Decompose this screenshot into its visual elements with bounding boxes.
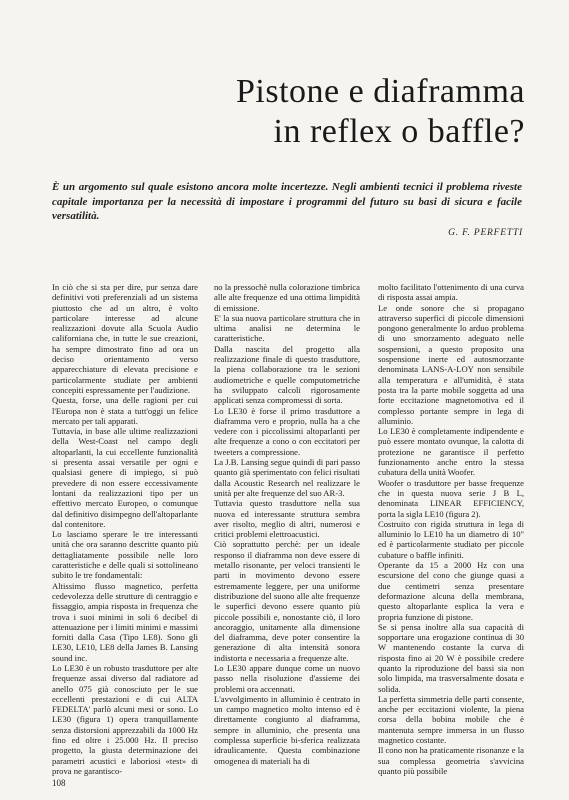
body-paragraph: E' la sua nuova particolare struttura che in ultima analisi ne determina le caratteristiche. (214, 312, 360, 344)
body-column-2 (214, 282, 360, 782)
body-paragraph: Dalla nascita del progetto alla realizzazione finale di questo trasduttore, la piena collaborazione tra le sezioni audiometriche e quelle computometriche ha sviluppato calcoli rigorosamente applicati senza compromessi di sorta. (214, 343, 360, 406)
article-title-line-1: Pistone e diaframma (236, 73, 525, 110)
body-paragraph: L'avvolgimento in alluminio è centrato in un campo magnetico molto intenso ed è direttamente congiunto al diaframma, sempre in alluminio, che presenta una complessa superficie bi-sferica realizzata idraulicamente. Questa combinazione omogenea di materiali ha di (214, 693, 360, 766)
body-paragraph: Operante da 15 a 2000 Hz con una escursione del cono che giunge quasi a due centimetri senza presentare deformazione alcuna della membrana, questo altoparlante esplica la vera e propria funzione di pistone. (378, 560, 524, 622)
body-column-1 (52, 282, 198, 782)
body-paragraph: Altissimo flusso magnetico, perfetta cedevolezza delle strutture di centraggio e fissaggio, ampia risposta in frequenza che trova i suoi minimi in soli 6 decibel di attenuazione per i limiti minimi e massimi forniti dalla Casa (Tipo LE8). Sono gli LE30, LE10, LE8 della James B. Lansing sound inc. (52, 580, 198, 663)
article-lede: È un argomento sul quale esistono ancora molte incertezze. Negli ambienti tecnici il problema riveste capitale importanza per la necessità di impostare i programmi del futuro su basi di sicura e facile versatilità. (52, 181, 522, 222)
article-body (52, 282, 524, 782)
body-paragraph: Le onde sonore che si propagano attraverso superfici di piccole dimensioni pongono generalmente lo arduo problema di uno smorzamento adeguato nelle sospensioni, a questo proposito una sospensione inerte ed autosmorzante denominata LANS-A-LOY non sensibile alla temperatura e all'umidità, è stata posta tra la parte mobile soggetta ad una forte eccitazione magnetomotiva ed il complesso portante sempre in lega di alluminio. (378, 302, 524, 426)
body-paragraph: La perfetta simmetria delle parti consente, anche per eccitazioni violente, la piena corsa della bobina mobile che è mantenuta sempre immersa in un flusso magnetico costante. (378, 693, 524, 746)
body-paragraph: Il cono non ha praticamente risonanze e la sua complessa geometria s'avvicina quanto più possibile (378, 745, 524, 776)
article-title-line-2: in reflex o baffle? (273, 113, 525, 150)
body-paragraph: Questa, forse, una delle ragioni per cui l'Europa non è stata a tutt'oggi un felice mercato per tali apparati. (52, 395, 198, 426)
body-paragraph: Se si pensa inoltre alla sua capacità di sopportare una erogazione continua di 30 W mantenendo costante la curva di risposta fino ai 20 W è possibile credere quanto la riproduzione del bassi sia non solo limpida, ma trasversalmente dosata e solida. (378, 621, 524, 694)
body-paragraph: Lo LE30 appare dunque come un nuovo passo nella risoluzione d'assieme dei problemi ora accennati. (214, 662, 360, 694)
body-paragraph: Lo LE30 è un robusto trasduttore per alte frequenze assai diverso dal radiatore ad anello 075 già conosciuto per le sue eccellenti prestazioni e di cui ALTA FEDELTA' parlò alcuni mesi or sono. Lo LE30 (figura 1) opera tranquillamente senza distorsioni apprezzabili da 1000 Hz fino ed oltre i 25.000 Hz. Il preciso progetto, la giusta determinazione dei parametri acustici e laboriosi «test» di prova ne garantisco- (52, 662, 198, 776)
body-paragraph: Tuttavia, in base alle ultime realizzazioni della West-Coast nel campo degli altoparlanti, la cui eccellente funzionalità si presenta assai versatile per ogni e qualsiasi genere di impiego, si può prevedere di non essere eccessivamente lontani da realizzazioni tipo per un effettivo mercato Europeo, o comunque dal definitivo disimpegno dell'altoparlante dal contenitore. (52, 426, 198, 529)
body-paragraph: molto facilitato l'ottenimento di una curva di risposta assai ampia. (378, 282, 524, 303)
body-column-3 (378, 282, 524, 782)
body-paragraph: Tuttavia questo trasduttore nella sua nuova ed interessante struttura sembra aver risolto, meglio di altri, numerosi e critici problemi elettroacustici. (214, 498, 360, 540)
body-paragraph: no la pressochè nulla colorazione timbrica alle alte frequenze ed una ottima limpidità di emissione. (214, 282, 360, 313)
body-paragraph: In ciò che si sta per dire, pur senza dare definitivi voti preferenziali ad un sistema piuttosto che ad un altro, è volto particolare interesse ad alcune realizzazioni dovute alla Scuola Audio californiana che, in tutte le sue creazioni, ha sempre dimostrato fino ad ora un deciso orientamento verso apparecchiature di elevata precisione e particolarmente studiate per ambienti concepiti espressamente per l'audizione. (52, 282, 198, 395)
article-author: G. F. PERFETTI (448, 228, 523, 238)
body-paragraph: Woofer o trasduttore per basse frequenze che in questa nuova serie J B L, denominata LINEAR EFFICIENCY, porta la sigla LE10 (figura 2). (378, 477, 524, 519)
body-paragraph: Costruito con rigida struttura in lega di alluminio lo LE10 ha un diametro di 10" ed è particolarmente studiato per piccole cubature o baffle infiniti. (378, 518, 524, 560)
body-paragraph: La J.B. Lansing segue quindi di pari passo quanto già sperimentato con felici risultati dalla Acoustic Research nel realizzare le unità per alte frequenze del suo AR-3. (214, 457, 360, 498)
page-number: 108 (52, 778, 66, 788)
body-paragraph: Lo LE30 è forse il primo trasduttore a diaframma vero e proprio, nulla ha a che vedere con i piccolissimi altoparlanti per alte frequenze a cono o con eccitatori per tweeters a compressione. (214, 405, 360, 457)
body-paragraph: Lo lasciamo sperare le tre interessanti unità che ora saranno descritte quanto più dettagliatamente possibile nelle loro caratteristiche e delle quali si sottolineano subito le tre fondamentali: (52, 529, 198, 581)
body-paragraph: Ciò soprattutto perchè: per un ideale responso il diaframma non deve essere di metallo risonante, per veloci transienti le parti in movimento devono essere estremamente leggere, per una uniforme distribuzione del suono alle alte frequenze le superfici devono essere quanto più piccole possibili e, nonostante ciò, il loro ancoraggio, unitamente alla dimensione del diaframma, deve poter consentire la generazione di alta intensità sonora indistorta e necessaria a frequenze alte. (214, 539, 360, 663)
body-paragraph: Lo LE30 è completamente indipendente e può essere montato ovunque, la calotta di protezione ne garantisce il perfetto funzionamento anche entro la stessa cubatura della unità Woofer. (378, 426, 524, 478)
article-title (105, 72, 525, 152)
